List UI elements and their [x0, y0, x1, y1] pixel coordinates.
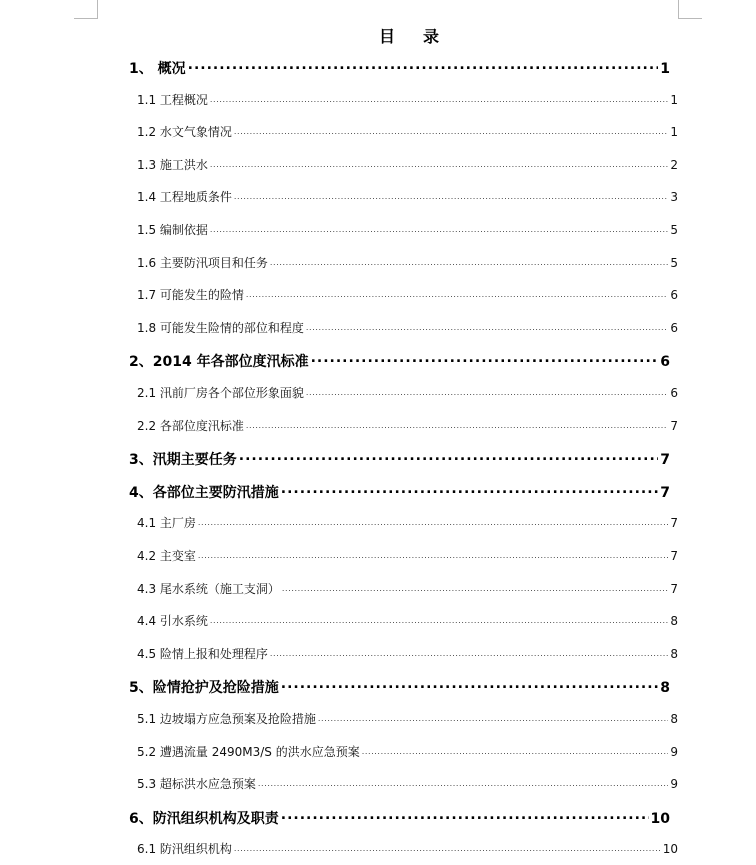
toc-entry-label: 1.3 施工洪水	[137, 157, 208, 172]
toc-chapter-entry[interactable]	[129, 58, 670, 78]
toc-page-number: 7	[670, 516, 678, 531]
toc-dot-leader	[198, 515, 668, 527]
toc-section-entry[interactable]	[137, 417, 678, 434]
toc-entry-label: 1.6 主要防汛项目和任务	[137, 255, 268, 270]
toc-section-entry[interactable]	[137, 286, 678, 303]
toc-section-entry[interactable]	[137, 840, 678, 857]
toc-chapter-entry[interactable]	[129, 808, 670, 828]
toc-entry-label: 4.4 引水系统	[137, 614, 208, 629]
toc-entry-label: 4.3 尾水系统（施工支洞）	[137, 581, 280, 596]
toc-page-number: 6	[670, 288, 678, 303]
toc-entry-label: 1.5 编制依据	[137, 223, 208, 237]
toc-page-number: 6	[670, 320, 678, 335]
toc-page-number: 8	[670, 646, 678, 661]
toc-page-number: 1	[670, 92, 678, 107]
toc-page-number: 9	[670, 777, 678, 792]
toc-section-entry[interactable]	[137, 645, 678, 662]
toc-dot-leader	[281, 809, 649, 823]
toc-entry-label: 5.2 遭遇流量 2490M3/S 的洪水应急预案	[137, 744, 360, 759]
toc-entry-label: 1.8 可能发生险情的部位和程度	[137, 320, 304, 335]
toc-section-entry[interactable]	[137, 156, 678, 173]
toc-dot-leader	[246, 287, 668, 299]
toc-dot-leader	[311, 352, 659, 366]
toc-entry-label: 2.2 各部位度汛标准	[137, 418, 244, 433]
toc-dot-leader	[281, 678, 659, 692]
toc-dot-leader	[306, 320, 668, 332]
toc-entry-label: 5.3 超标洪水应急预案	[137, 777, 256, 792]
toc-dot-leader	[318, 711, 668, 723]
toc-dot-leader	[362, 744, 669, 756]
toc-chapter-entry[interactable]	[129, 482, 670, 502]
toc-dot-leader	[234, 841, 661, 853]
toc-section-entry[interactable]	[137, 710, 678, 727]
toc-section-entry[interactable]	[137, 743, 678, 760]
toc-page-number: 9	[670, 744, 678, 759]
toc-section-entry[interactable]	[137, 319, 678, 336]
toc-entry-label: 1、 概况	[129, 61, 186, 77]
toc-page-number: 7	[670, 418, 678, 433]
toc-dot-leader	[281, 483, 659, 497]
toc-section-entry[interactable]	[137, 188, 678, 205]
toc-entry-label: 1.7 可能发生的险情	[137, 288, 244, 303]
toc-page-number: 10	[662, 842, 678, 857]
toc-dot-leader	[246, 418, 668, 430]
toc-entry-label: 3、汛期主要任务	[129, 452, 237, 469]
toc-entry-label: 4.1 主厂房	[137, 516, 196, 531]
toc-section-entry[interactable]	[137, 221, 678, 238]
toc-dot-leader	[270, 646, 668, 658]
toc-page-number: 6	[660, 354, 670, 371]
toc-dot-leader	[282, 581, 668, 593]
toc-dot-leader	[306, 385, 668, 397]
toc-dot-leader	[234, 189, 668, 201]
toc-section-entry[interactable]	[137, 254, 678, 271]
toc-page-number: 10	[650, 810, 670, 827]
toc-page-number: 5	[670, 255, 678, 270]
toc-title: 目 录	[378, 27, 445, 46]
toc-entry-label: 4.2 主变室	[137, 549, 196, 563]
toc-page-number: 2	[670, 157, 678, 172]
toc-page-number: 7	[670, 581, 678, 596]
toc-page-number: 1	[660, 61, 670, 77]
toc-section-entry[interactable]	[137, 612, 678, 629]
toc-section-entry[interactable]	[137, 514, 678, 531]
toc-dot-leader	[239, 450, 659, 464]
toc-section-entry[interactable]	[137, 580, 678, 597]
toc-entry-label: 2.1 汛前厂房各个部位形象面貌	[137, 386, 304, 400]
toc-entry-label: 1.1 工程概况	[137, 92, 208, 107]
toc-dot-leader	[188, 59, 659, 73]
toc-dot-leader	[198, 548, 668, 560]
toc-entry-label: 5、险情抢护及抢险措施	[129, 680, 279, 697]
toc-section-entry[interactable]	[137, 775, 678, 792]
toc-page-number: 8	[670, 614, 678, 629]
toc-page-number: 1	[670, 125, 678, 140]
toc-page-number: 6	[670, 386, 678, 400]
toc-dot-leader	[210, 92, 668, 104]
toc-dot-leader	[210, 157, 668, 169]
toc-page-number: 8	[670, 712, 678, 726]
toc-entry-label: 6、防汛组织机构及职责	[129, 810, 279, 827]
toc-dot-leader	[270, 255, 668, 267]
toc-section-entry[interactable]	[137, 547, 678, 564]
toc-page-number: 7	[660, 452, 670, 469]
toc-dot-leader	[234, 124, 668, 136]
toc-page-number: 7	[670, 549, 678, 563]
toc-page-number: 7	[660, 484, 670, 501]
toc-section-entry[interactable]	[137, 384, 678, 401]
toc-page-number: 3	[670, 190, 678, 205]
toc-dot-leader	[210, 222, 668, 234]
toc-chapter-entry[interactable]	[129, 351, 670, 371]
toc-page-number: 5	[670, 223, 678, 237]
toc-section-entry[interactable]	[137, 91, 678, 108]
toc-entry-label: 2、2014 年各部位度汛标准	[129, 354, 309, 371]
toc-entry-label: 5.1 边坡塌方应急预案及抢险措施	[137, 712, 316, 726]
toc-entry-label: 4、各部位主要防汛措施	[129, 484, 279, 501]
toc-entry-label: 1.2 水文气象情况	[137, 125, 232, 140]
toc-page-number: 8	[660, 680, 670, 697]
toc-dot-leader	[258, 776, 668, 788]
toc-dot-leader	[210, 613, 668, 625]
toc-chapter-entry[interactable]	[129, 449, 670, 469]
toc-chapter-entry[interactable]	[129, 677, 670, 697]
toc-section-entry[interactable]	[137, 123, 678, 140]
toc-entry-label: 4.5 险情上报和处理程序	[137, 646, 268, 661]
toc-entry-label: 1.4 工程地质条件	[137, 190, 232, 205]
toc-entry-label: 6.1 防汛组织机构	[137, 842, 232, 857]
